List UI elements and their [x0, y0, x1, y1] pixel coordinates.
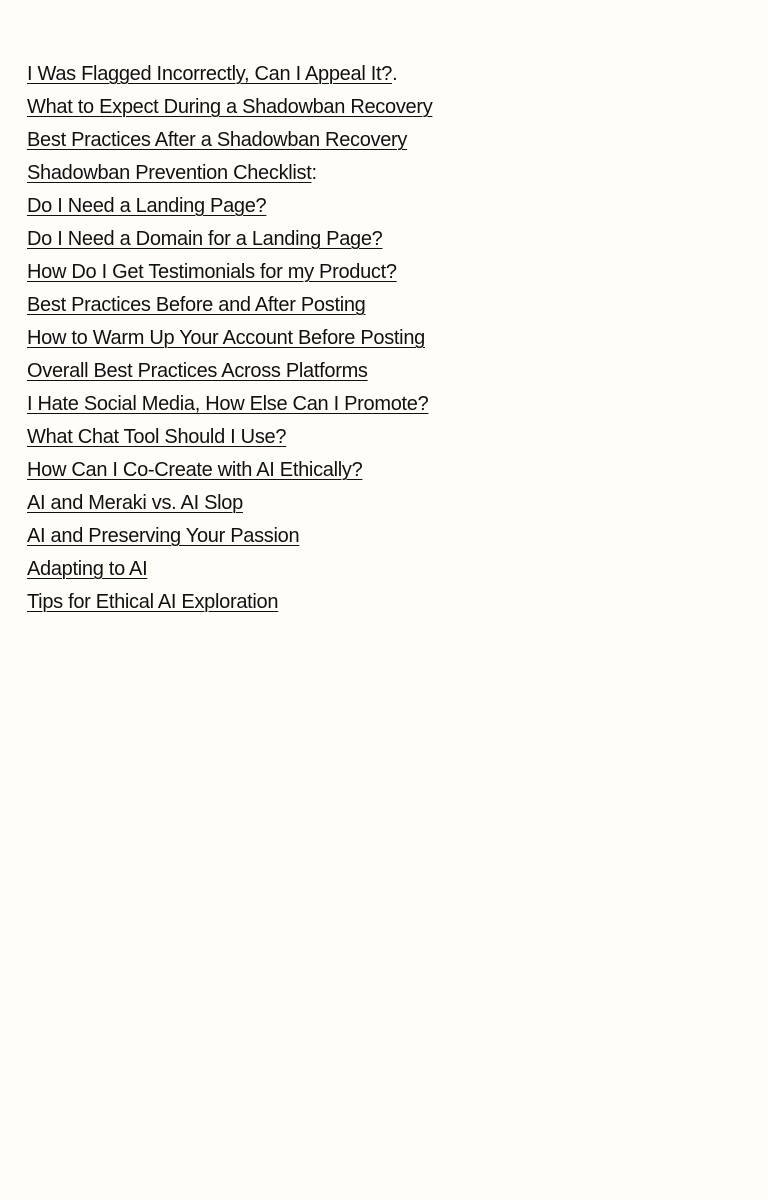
list-item: [27, 553, 432, 586]
toc-suffix: :: [311, 162, 317, 184]
toc-link-chat-tool[interactable]: What Chat Tool Should I Use?: [27, 426, 287, 448]
table-of-contents: [27, 58, 432, 619]
list-item: [27, 157, 432, 190]
toc-link-prevention-checklist[interactable]: Shadowban Prevention Checklist: [27, 162, 312, 184]
list-item: [27, 388, 432, 421]
toc-link-testimonials[interactable]: How Do I Get Testimonials for my Product?: [27, 261, 397, 283]
list-item: [27, 289, 432, 322]
toc-link-posting-practices[interactable]: Best Practices Before and After Posting: [27, 294, 366, 316]
list-item: [27, 190, 432, 223]
toc-link-warm-up-account[interactable]: How to Warm Up Your Account Before Posting: [27, 327, 425, 349]
list-item: [27, 124, 432, 157]
toc-suffix: .: [392, 63, 398, 85]
list-item: [27, 223, 432, 256]
list-item: [27, 586, 432, 619]
list-item: [27, 256, 432, 289]
toc-link-co-create-ai[interactable]: How Can I Co-Create with AI Ethically?: [27, 459, 363, 481]
toc-link-landing-page-domain[interactable]: Do I Need a Domain for a Landing Page?: [27, 228, 383, 250]
toc-link-adapting-ai[interactable]: Adapting to AI: [27, 558, 148, 580]
toc-link-shadowban-recovery[interactable]: What to Expect During a Shadowban Recovery: [27, 96, 433, 118]
list-item: [27, 487, 432, 520]
list-item: [27, 421, 432, 454]
list-item: [27, 322, 432, 355]
toc-link-after-recovery[interactable]: Best Practices After a Shadowban Recovery: [27, 129, 408, 151]
toc-link-ethical-ai-tips[interactable]: Tips for Ethical AI Exploration: [27, 591, 279, 613]
list-item: [27, 58, 432, 91]
toc-link-landing-page[interactable]: Do I Need a Landing Page?: [27, 195, 267, 217]
list-item: [27, 454, 432, 487]
toc-link-appeal-flag[interactable]: I Was Flagged Incorrectly, Can I Appeal It?: [27, 63, 393, 85]
toc-link-platform-practices[interactable]: Overall Best Practices Across Platforms: [27, 360, 368, 382]
list-item: [27, 91, 432, 124]
toc-link-meraki-vs-slop[interactable]: AI and Meraki vs. AI Slop: [27, 492, 243, 514]
list-item: [27, 520, 432, 553]
toc-link-promote-alternatives[interactable]: I Hate Social Media, How Else Can I Promote?: [27, 393, 429, 415]
toc-link-preserving-passion[interactable]: AI and Preserving Your Passion: [27, 525, 300, 547]
list-item: [27, 355, 432, 388]
